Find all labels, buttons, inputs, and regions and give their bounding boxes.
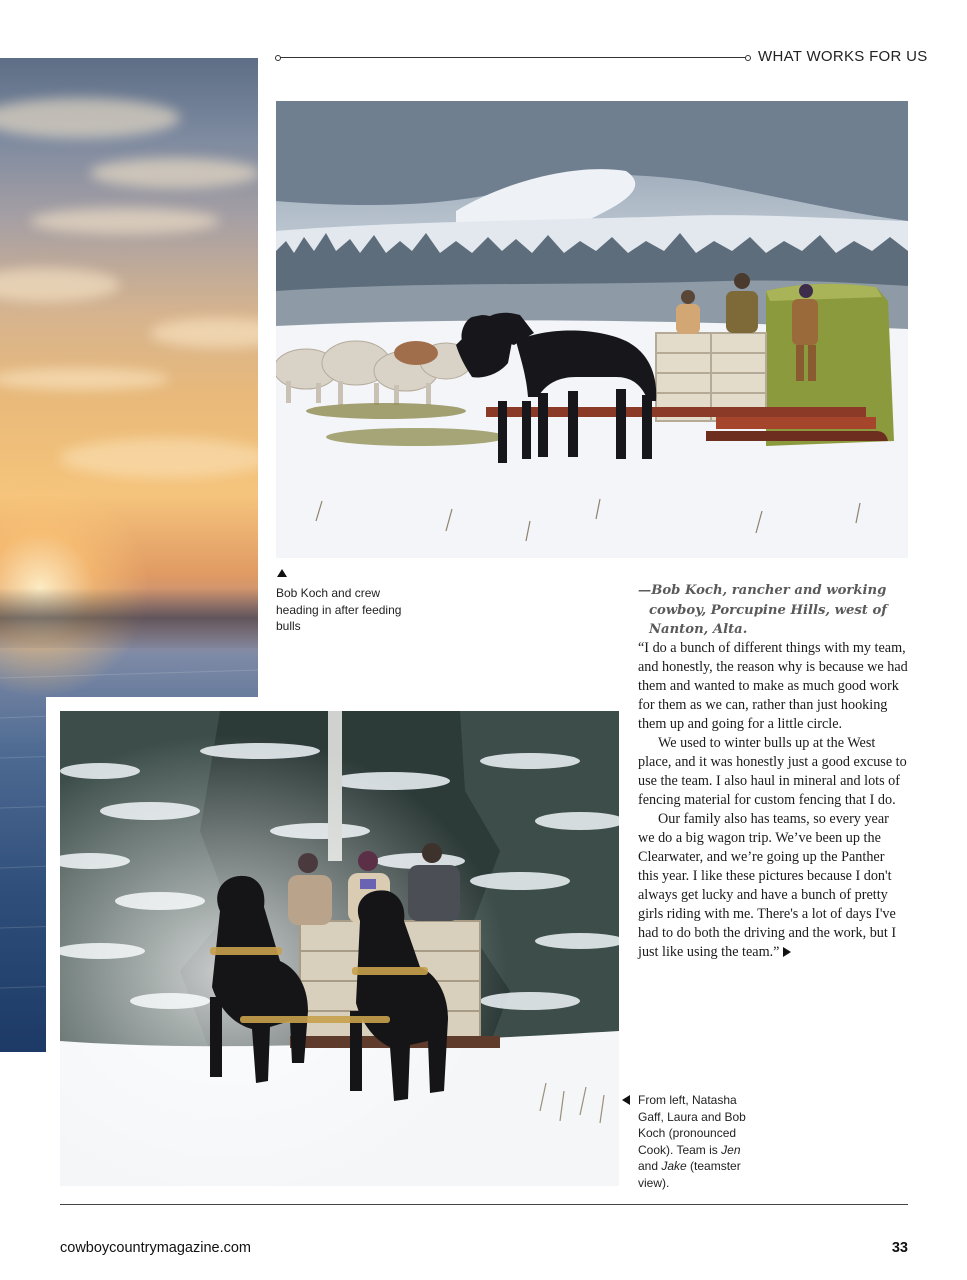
body-paragraph: “I do a bunch of different things with my team, and honestly, the reason why is because we had them and wanted to make as much good work for them as we can, rather than just hooking them up and going for a little circle.: [638, 640, 908, 732]
hay-sled-photo: [276, 101, 908, 558]
horse-name-jen: Jen: [721, 1142, 741, 1157]
wagon-ride-photo: [60, 711, 619, 1186]
caption-pointer-left-icon: [622, 1095, 630, 1105]
caption-text-suffix: (teamster view).: [638, 1159, 741, 1190]
header-rule: [278, 57, 748, 58]
caption-pointer-up-icon: [277, 569, 287, 577]
quote-attribution: —Bob Koch, rancher and working cowboy, Porcupine Hills, west of Nanton, Alta.: [638, 583, 887, 637]
footer-url: cowboycountrymagazine.com: [60, 1240, 252, 1256]
bottom-photo-caption: [638, 1092, 758, 1191]
body-paragraph: [638, 810, 908, 962]
body-paragraph: We used to winter bulls up at the West place, and it was honestly just a good excuse to use the team. I also haul in mineral and lots of fencing material for custom fencing that I do.: [638, 735, 907, 808]
page-number: 33: [891, 1240, 908, 1256]
body-paragraph-text: Our family also has teams, so every year we do a big wagon trip. We’ve been up the Clearwater, and we’re going up the Panther this year. I like these pictures because I don't always get lucky and have a bunch of pretty girls riding with me. There's a lot of days I've had to do both the driving and the work, but I just like using the team.”: [638, 811, 897, 960]
story-end-triangle-icon: [783, 947, 791, 957]
top-photo-caption: Bob Koch and crew heading in after feeding bulls: [276, 586, 402, 633]
footer-rule: [60, 1204, 908, 1205]
caption-text-and: and: [638, 1159, 662, 1173]
caption-text-prefix: From left, Natasha Gaff, Laura and Bob Koch (pronounced Cook). Team is: [638, 1093, 746, 1157]
section-label: WHAT WORKS FOR US: [758, 48, 928, 65]
article-body: [638, 639, 908, 962]
horse-name-jake: Jake: [661, 1159, 687, 1173]
